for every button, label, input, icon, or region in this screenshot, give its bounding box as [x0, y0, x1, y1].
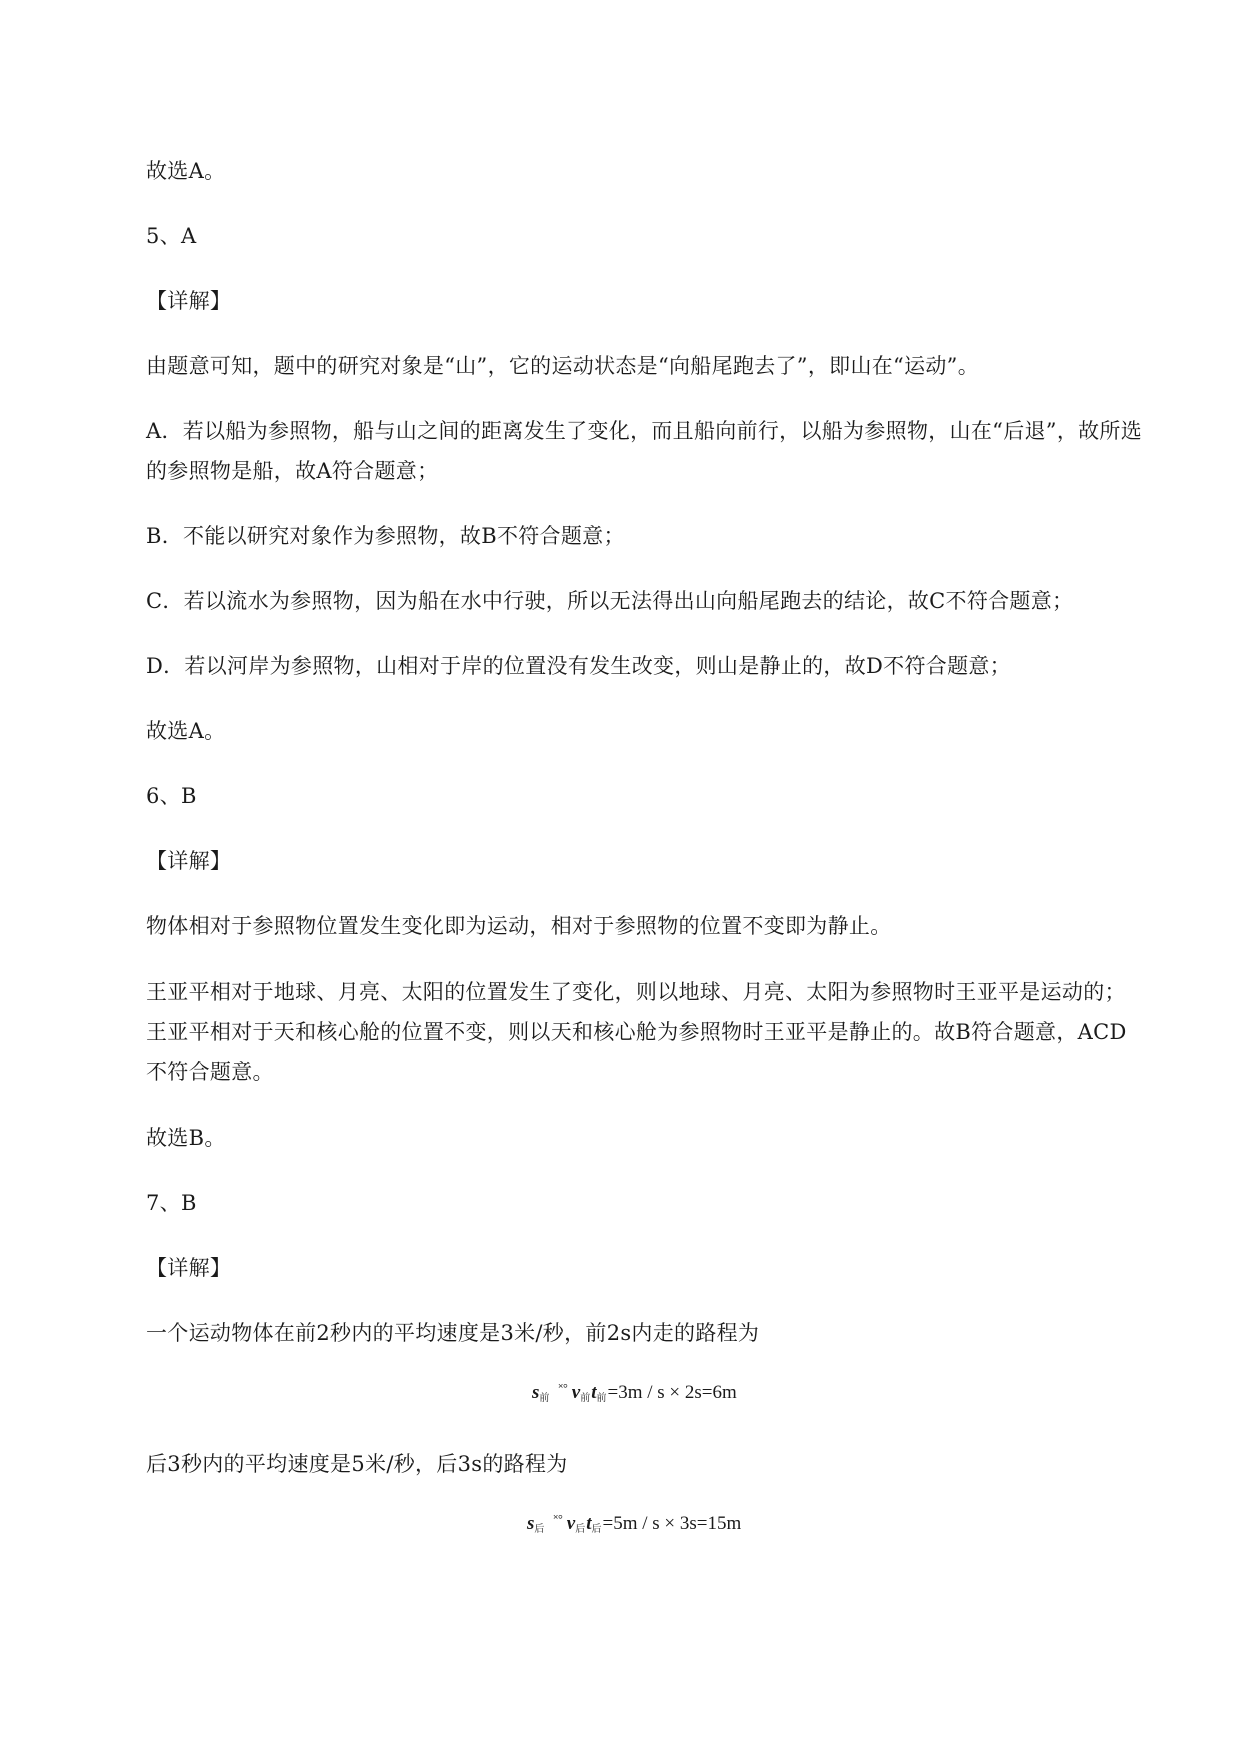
option-d-explanation: D．若以河岸为参照物，山相对于岸的位置没有发生改变，则山是静止的，故D不符合题意；	[146, 654, 1011, 678]
answer-line: 故选A。	[146, 159, 226, 183]
formula-front-distance: $s_前^{˟^\circ}$ $v_前t_前=3m / s \times 2s=6m$	[532, 1381, 737, 1404]
question-number: 7、B	[146, 1191, 197, 1215]
option-a-explanation: A．若以船为参照物，船与山之间的距离发生了变化，而且船向前行，以船为参照物，山在“后退”，故所选的参照物是船，故A符合题意；	[146, 419, 1143, 483]
option-c-explanation: C．若以流水为参照物，因为船在水中行驶，所以无法得出山向船尾跑去的结论，故C不符合题意；	[146, 589, 1074, 613]
answer-line: 故选B。	[146, 1126, 226, 1150]
paragraph: 物体相对于参照物位置发生变化即为运动，相对于参照物的位置不变即为静止。	[146, 914, 892, 938]
question-number: 5、A	[146, 224, 197, 248]
paragraph: 由题意可知，题中的研究对象是“山”，它的运动状态是“向船尾跑去了”，即山在“运动”。	[146, 354, 980, 378]
option-b-explanation: B．不能以研究对象作为参照物，故B不符合题意；	[146, 524, 625, 548]
answer-line: 故选A。	[146, 719, 226, 743]
question-number: 6、B	[146, 784, 197, 808]
section-heading: 【详解】	[146, 849, 232, 873]
paragraph: 王亚平相对于地球、月亮、太阳的位置发生了变化，则以地球、月亮、太阳为参照物时王亚平是运动的；王亚平相对于天和核心舱的位置不变，则以天和核心舱为参照物时王亚平是静止的。故B符合题意，ACD不符合题意。	[146, 980, 1127, 1084]
formula-back-distance: $s_后^{˟^\circ}$ $v_后t_后=5m / s \times 3s=15m$	[527, 1512, 742, 1535]
section-heading: 【详解】	[146, 1256, 232, 1280]
section-heading: 【详解】	[146, 289, 232, 313]
paragraph: 后3秒内的平均速度是5米/秒，后3s的路程为	[146, 1452, 568, 1476]
paragraph: 一个运动物体在前2秒内的平均速度是3米/秒，前2s内走的路程为	[146, 1321, 760, 1345]
